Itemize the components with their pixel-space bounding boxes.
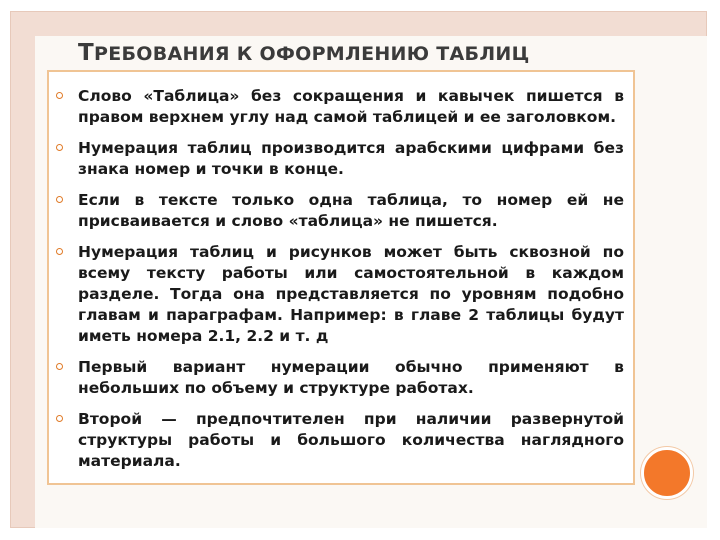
slide-title (78, 40, 530, 66)
bullet-list (54, 86, 624, 482)
title-rest: РЕБОВАНИЯ К ОФОРМЛЕНИЮ ТАБЛИЦ (94, 43, 530, 65)
orange-circle-icon (641, 447, 693, 499)
bullet-item (54, 138, 624, 180)
bullet-text: Нумерация таблиц и рисунков может быть сквозной по всему тексту работы или самостоятельной в каждом разделе. Тогда она представляется по уровням подобно главам и параграфам. Например: в главе 2 таблицы будут иметь номера 2.1, 2.2 и т. д (78, 243, 624, 345)
hollow-circle-bullet-icon (56, 92, 63, 99)
hollow-circle-bullet-icon (56, 196, 63, 203)
hollow-circle-bullet-icon (56, 415, 63, 422)
bullet-item (54, 86, 624, 128)
bullet-text: Нумерация таблиц производится арабскими цифрами без знака номер и точки в конце. (78, 139, 624, 178)
bullet-item (54, 190, 624, 232)
bullet-item (54, 409, 624, 472)
hollow-circle-bullet-icon (56, 248, 63, 255)
bullet-item (54, 242, 624, 347)
bullet-text: Первый вариант нумерации обычно применяют в небольших по объему и структуре работах. (78, 358, 624, 397)
bullet-item (54, 357, 624, 399)
bullet-text: Слово «Таблица» без сокращения и кавычек пишется в правом верхнем углу над самой таблицей и ее заголовком. (78, 87, 624, 126)
title-first-letter: Т (78, 40, 94, 66)
bullet-text: Если в тексте только одна таблица, то номер ей не присваивается и слово «таблица» не пишется. (78, 191, 624, 230)
hollow-circle-bullet-icon (56, 144, 63, 151)
hollow-circle-bullet-icon (56, 363, 63, 370)
bullet-text: Второй — предпочтителен при наличии развернутой структуры работы и большого количества наглядного материала. (78, 410, 624, 470)
